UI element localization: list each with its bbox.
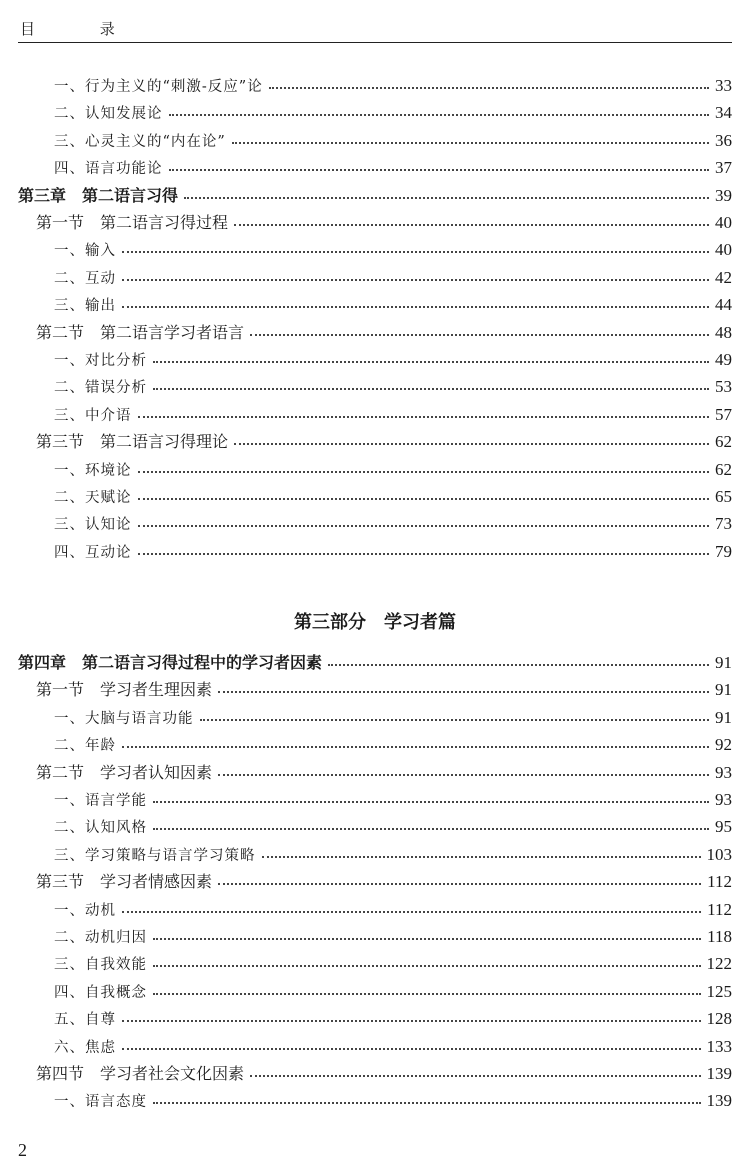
toc-item-row [54,976,732,1002]
toc-item-row [54,729,732,755]
toc-entry-title: 三、输出 [54,298,116,315]
dot-leader [153,937,701,940]
toc-item-row [54,344,732,370]
toc-entry-page: 53 [715,377,732,397]
toc-entry-title: 第三节 学习者情感因素 [36,872,213,892]
toc-section-row [36,317,732,343]
part-heading: 第三部分 学习者篇 [294,612,456,633]
toc-item-row [54,371,732,397]
toc-item-row [54,399,732,425]
toc-entry-title: 六、焦虑 [54,1039,116,1056]
toc-entry-title: 一、大脑与语言功能 [54,710,194,727]
toc-item-row [54,1031,732,1057]
dot-leader [153,827,709,830]
toc-item-row [54,125,732,151]
toc-item-row [54,784,732,810]
toc-entry-page: 91 [715,707,732,727]
toc-item-row [54,1085,732,1111]
toc-item-row [54,289,732,315]
dot-leader [218,882,701,885]
toc-entry-title: 四、自我概念 [54,984,147,1001]
toc-entry-page: 73 [715,514,732,534]
toc-entry-page: 92 [715,735,732,755]
toc-entry-page: 91 [715,653,732,672]
running-header [18,16,732,43]
toc-item-row [54,811,732,837]
toc-entry-title: 二、天赋论 [54,490,132,506]
toc-entry-page: 36 [715,130,732,150]
dot-leader [169,113,710,116]
toc-section-row [36,866,732,892]
toc-entry-title: 二、错误分析 [54,380,147,397]
toc-item-row [54,894,732,920]
dot-leader [232,141,709,144]
toc-entry-title: 一、输入 [54,243,116,260]
toc-entry-page: 33 [715,76,732,95]
toc-item-row [54,921,732,947]
toc-item-row [54,97,732,123]
toc-entry-title: 三、自我效能 [54,957,147,974]
dot-leader [138,497,710,500]
dot-leader [234,223,709,226]
toc-entry-page: 91 [715,680,732,700]
dot-leader [153,1101,701,1104]
toc-section-row [36,207,732,233]
dot-leader [138,470,710,473]
toc-section-row [36,1058,732,1084]
toc-item-row [54,152,732,178]
toc-item-row [54,702,732,728]
dot-leader [122,910,701,913]
toc-entry-title: 第一节 学习者生理因素 [36,680,213,700]
dot-leader [138,415,710,418]
toc-entry-page: 139 [706,1064,732,1083]
toc-entry-title: 二、认知发展论 [54,106,163,123]
toc-entry-page: 62 [715,459,732,479]
dot-leader [153,387,709,390]
toc-entry-page: 118 [707,927,732,946]
dot-leader [250,1074,700,1077]
dot-leader [234,442,709,445]
toc-entry-page: 34 [715,103,732,123]
dot-leader [184,196,709,199]
toc-section-row [36,426,732,452]
toc-entry-title: 第二节 第二语言学习者语言 [36,322,245,342]
toc-entry-title: 第四章 第二语言习得过程中的学习者因素 [18,653,323,672]
toc-entry-page: 40 [715,240,732,260]
toc-entry-page: 62 [715,432,732,452]
toc-entry-title: 第三章 第二语言习得 [18,185,179,205]
toc-section-row [36,757,732,783]
dot-leader [328,663,709,666]
dot-leader [122,305,709,308]
toc-entry-page: 44 [715,295,732,315]
dot-leader [262,855,701,858]
page-number: 2 [18,1140,27,1160]
toc-item-row [54,234,732,260]
toc-entry-title: 二、年龄 [54,738,116,755]
toc-item-row [54,262,732,288]
toc-entry-title: 四、语言功能论 [54,161,163,178]
toc-entry-page: 49 [715,350,732,369]
dot-leader [200,718,710,721]
toc-item-row [54,481,732,507]
toc-entry-title: 第二节 学习者认知因素 [36,762,213,782]
toc-entry-title: 第三节 第二语言习得理论 [36,432,229,452]
toc-item-row [54,1003,732,1029]
toc-entry-title: 一、动机 [54,902,116,919]
toc-chapter-row [18,647,732,673]
toc-entry-page: 133 [706,1036,732,1056]
toc-entry-title: 第四节 学习者社会文化因素 [36,1064,245,1083]
toc-entry-page: 93 [715,762,732,782]
toc-entry-page: 112 [707,899,732,919]
toc-entry-page: 139 [706,1091,732,1111]
dot-leader [218,690,709,693]
toc-entry-title: 二、认知风格 [54,820,147,837]
toc-entry-page: 65 [715,487,732,506]
toc-entry-title: 二、动机归因 [54,930,147,946]
dot-leader [153,800,709,803]
toc-entry-page: 57 [715,404,732,424]
toc-entry-page: 37 [715,158,732,178]
toc-entry-title: 四、互动论 [54,544,132,561]
toc-entry-page: 95 [715,817,732,837]
toc-entry-page: 39 [715,185,732,205]
toc-entry-page: 93 [715,790,732,809]
toc-entry-page: 40 [715,213,732,232]
toc-item-row [54,948,732,974]
dot-leader [218,773,709,776]
dot-leader [250,333,709,336]
toc-section-row [36,674,732,700]
toc-entry-page: 79 [715,541,732,561]
dot-leader [169,168,710,171]
toc-item-row [54,536,732,562]
toc-entry-title: 三、学习策略与语言学习策略 [54,847,256,864]
toc-item-row [54,454,732,480]
toc-entry-title: 三、心灵主义的“内在论” [54,133,226,150]
toc-chapter-row [18,180,732,206]
toc-entry-title: 二、互动 [54,270,116,287]
toc-item-row [54,839,732,865]
dot-leader [122,745,709,748]
toc-entry-page: 125 [706,981,732,1001]
toc-entry-title: 一、行为主义的“刺激-反应”论 [54,79,263,95]
dot-leader [153,964,701,967]
toc-entry-title: 第一节 第二语言习得过程 [36,213,229,232]
toc-entry-title: 一、语言态度 [54,1094,147,1111]
dot-leader [122,278,709,281]
toc-entry-page: 48 [715,322,732,342]
toc-entry-title: 三、中介语 [54,407,132,424]
toc-entry-page: 128 [706,1009,732,1029]
toc-entry-page: 112 [707,872,732,892]
toc-entry-page: 103 [706,844,732,864]
dot-leader [122,1047,701,1050]
dot-leader [122,250,709,253]
toc-entry-title: 五、自尊 [54,1012,116,1029]
toc-entry-title: 一、语言学能 [54,793,147,809]
toc-entry-page: 42 [715,267,732,287]
header-title: 目 录 [20,20,145,38]
dot-leader [269,86,709,89]
dot-leader [138,552,710,555]
toc-item-row [54,70,732,96]
toc-item-row [54,508,732,534]
toc-entry-title: 一、环境论 [54,462,132,479]
dot-leader [153,992,701,995]
toc-entry-page: 122 [706,954,732,974]
toc-entry-title: 三、认知论 [54,517,132,534]
dot-leader [153,360,709,363]
dot-leader [138,524,710,527]
toc-entry-title: 一、对比分析 [54,353,147,369]
dot-leader [122,1019,701,1022]
